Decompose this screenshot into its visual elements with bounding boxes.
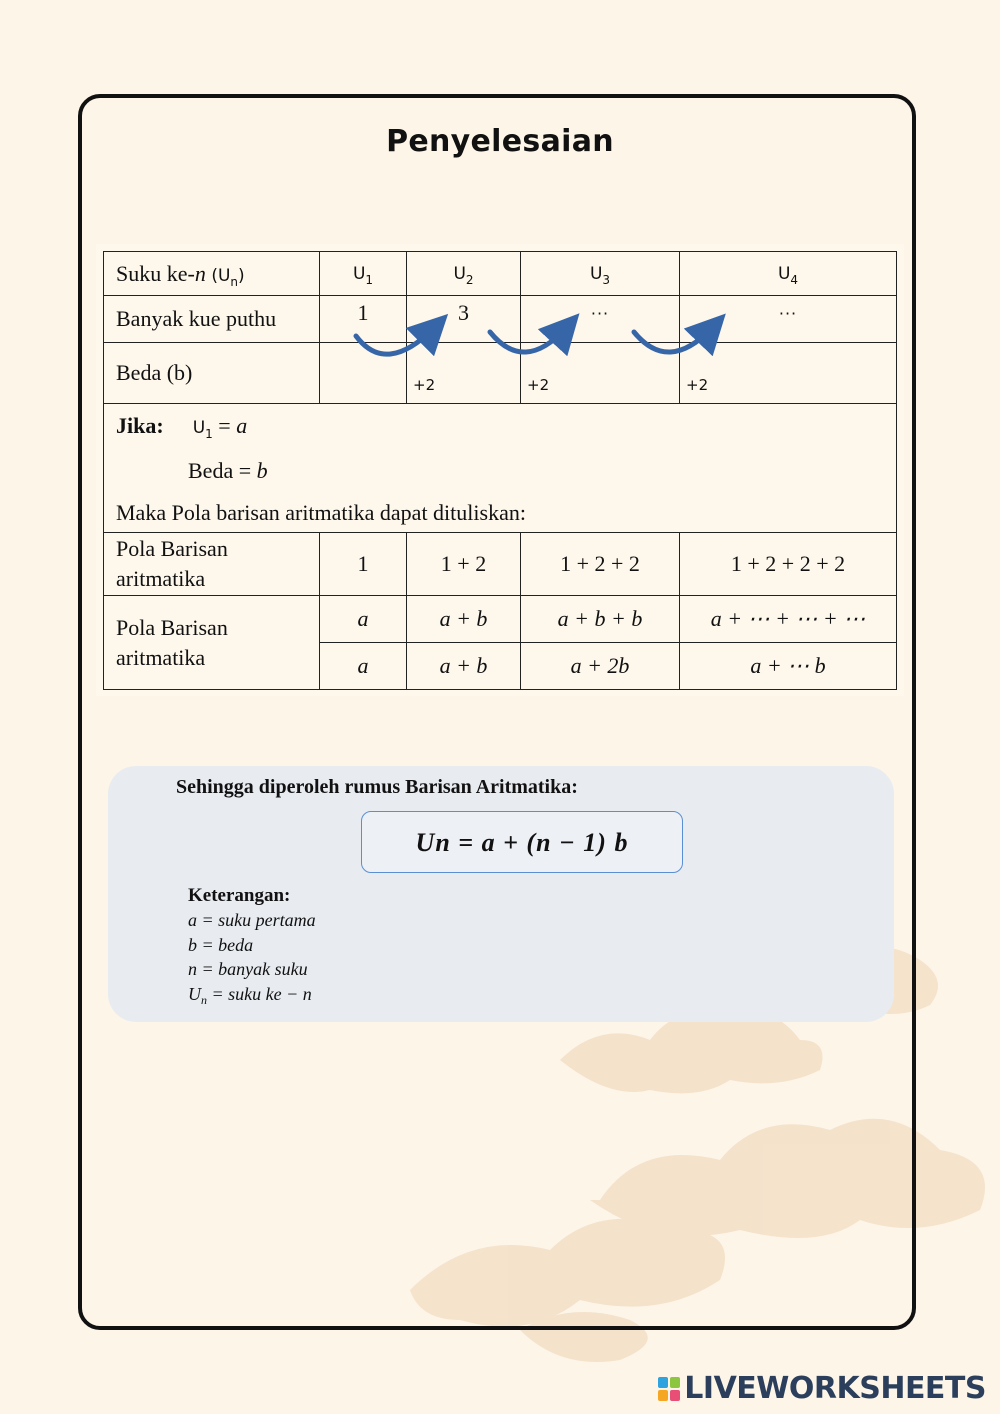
keterangan-list: [188, 908, 316, 1008]
header-u4: $U_4$: [680, 252, 897, 296]
cell-value: a + b + b: [521, 596, 680, 643]
cell-value: 1 + 2 + 2: [521, 533, 680, 596]
header-label-cell: Suku ke-n $(U_n)$: [104, 252, 320, 296]
cell-value: 3: [407, 296, 521, 343]
arithmetic-table: [103, 251, 897, 690]
formula-heading: Sehingga diperoleh rumus Barisan Aritmatika:: [176, 776, 578, 798]
list-item: n = banyak suku: [188, 959, 308, 979]
table-row: [104, 596, 897, 643]
formula-box: Un = a + (n − 1) b: [361, 811, 683, 873]
cell-value: +2: [407, 343, 521, 404]
cell-value: ···: [521, 296, 680, 343]
header-u2: $U_2$: [407, 252, 521, 296]
keterangan-heading: Keterangan:: [188, 885, 291, 906]
row-label: Pola Barisan aritmatika: [104, 533, 320, 596]
cell-value: ···: [680, 296, 897, 343]
cell-value: a: [320, 643, 407, 690]
table-row: [104, 343, 897, 404]
cell-empty: [320, 343, 407, 404]
row-label: Banyak kue puthu: [104, 296, 320, 343]
liveworksheets-icon: [658, 1377, 680, 1401]
jika-cell: Jika: $U_1 = a$ Beda = b Maka Pola barisan aritmatika dapat dituliskan:: [104, 404, 897, 533]
cell-value: +2: [521, 343, 680, 404]
header-u1: $U_1$: [320, 252, 407, 296]
cell-value: a + 2b: [521, 643, 680, 690]
header-u3: $U_3$: [521, 252, 680, 296]
cell-value: 1: [320, 533, 407, 596]
cell-value: 1 + 2 + 2 + 2: [680, 533, 897, 596]
row-label: Beda (b): [104, 343, 320, 404]
page-title: Penyelesaian: [386, 124, 614, 159]
cell-value: a: [320, 596, 407, 643]
table-row: [104, 533, 897, 596]
cell-value: 1: [320, 296, 407, 343]
cell-value: a + ⋯ + ⋯ + ⋯: [680, 596, 897, 643]
liveworksheets-logo[interactable]: LIVEWORKSHEETS: [658, 1371, 986, 1406]
table-row: [104, 252, 897, 296]
cell-value: a + b: [407, 596, 521, 643]
cell-value: a + ⋯ b: [680, 643, 897, 690]
cell-value: a + b: [407, 643, 521, 690]
list-item: b = beda: [188, 934, 254, 955]
list-item: $U_n$ = suku ke − n: [188, 983, 312, 1007]
list-item: a = suku pertama: [188, 910, 316, 930]
row-label: Pola Barisan aritmatika: [104, 596, 320, 690]
cell-value: 1 + 2: [407, 533, 521, 596]
table-row: [104, 296, 897, 343]
table-row: [104, 404, 897, 533]
cell-value: +2: [680, 343, 897, 404]
